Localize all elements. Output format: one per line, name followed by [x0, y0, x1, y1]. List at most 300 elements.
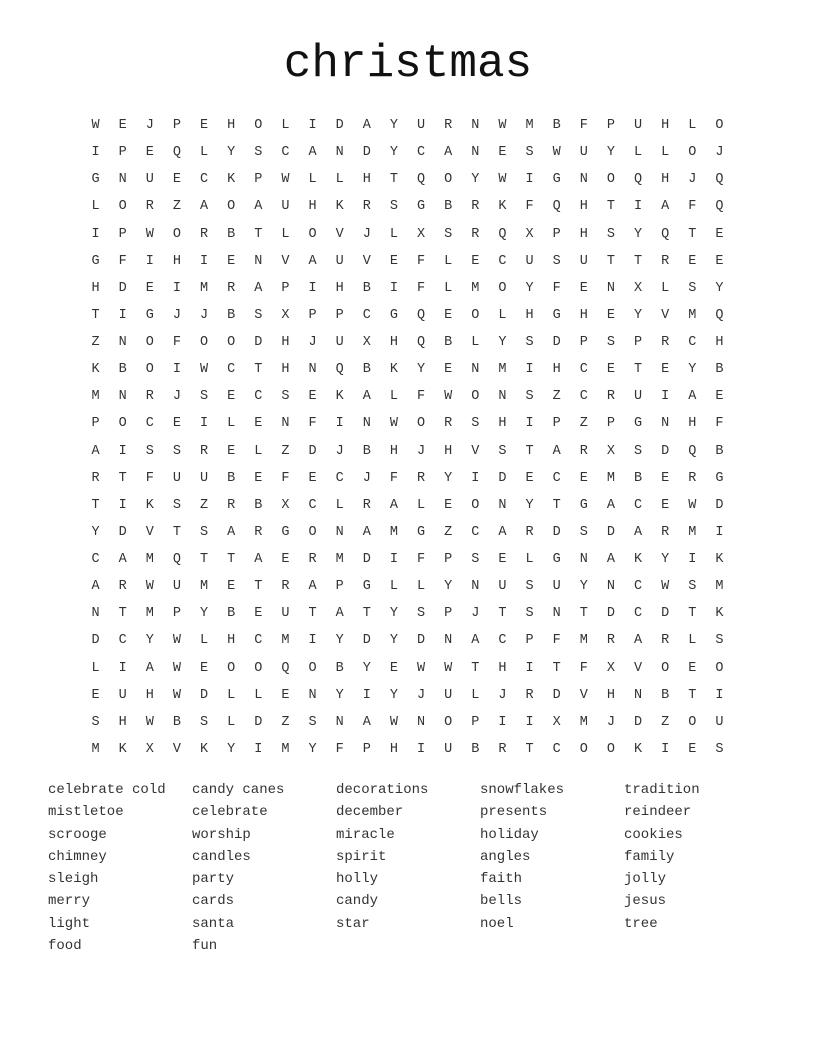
grid-letter: L [281, 226, 290, 242]
grid-letter: I [498, 714, 507, 730]
grid-letter: G [91, 172, 100, 188]
grid-letter: P [281, 280, 290, 296]
grid-letter: C [688, 335, 697, 350]
grid-letter: H [308, 199, 317, 215]
grid-letter: D [552, 335, 561, 350]
grid-letter: I [172, 280, 181, 296]
grid-letter: L [227, 416, 236, 432]
word-list-item: merry [48, 893, 91, 910]
grid-letter: W [389, 714, 398, 730]
grid-row [82, 740, 733, 767]
grid-letter: K [91, 362, 100, 378]
grid-letter: O [145, 335, 154, 350]
grid-letter: S [444, 226, 453, 242]
grid-letter: P [444, 606, 453, 622]
grid-letter: I [362, 687, 371, 703]
grid-letter: H [579, 199, 588, 215]
grid-letter: H [579, 226, 588, 242]
grid-letter: S [172, 497, 181, 513]
grid-letter: B [661, 687, 670, 703]
grid-letter: E [606, 362, 615, 378]
grid-letter: L [661, 145, 670, 161]
grid-letter: E [200, 660, 209, 676]
grid-letter: N [579, 172, 588, 188]
grid-letter: F [417, 389, 426, 405]
grid-letter: H [661, 118, 670, 133]
grid-row [82, 469, 733, 496]
grid-letter: U [715, 714, 724, 730]
grid-letter: T [634, 362, 643, 378]
grid-letter: C [498, 253, 507, 269]
word-list-item: spirit [336, 848, 387, 865]
grid-letter: H [389, 335, 398, 350]
grid-row [82, 604, 733, 631]
grid-letter: I [525, 714, 534, 730]
grid-letter: C [308, 497, 317, 513]
grid-letter: M [145, 606, 154, 622]
grid-letter: N [471, 579, 480, 595]
grid-letter: I [389, 280, 398, 296]
grid-letter: Q [715, 307, 724, 323]
grid-letter: B [471, 741, 480, 757]
grid-letter: A [498, 524, 507, 540]
grid-letter: A [91, 443, 100, 459]
grid-letter: T [552, 660, 561, 676]
grid-letter: C [200, 172, 209, 188]
grid-letter: L [444, 253, 453, 269]
grid-letter: E [281, 552, 290, 567]
grid-letter: A [606, 497, 615, 513]
grid-letter: Y [335, 687, 344, 703]
grid-letter: R [688, 470, 697, 486]
grid-letter: S [715, 633, 724, 649]
grid-letter: F [552, 633, 561, 649]
grid-letter: T [634, 253, 643, 269]
grid-letter: E [444, 497, 453, 513]
word-list-item: worship [192, 826, 251, 843]
grid-letter: C [579, 362, 588, 378]
grid-letter: H [498, 660, 507, 676]
grid-letter: M [579, 714, 588, 730]
grid-letter: H [715, 335, 724, 350]
grid-row [82, 550, 733, 577]
grid-row [82, 496, 733, 523]
grid-letter: E [91, 687, 100, 703]
grid-letter: Y [525, 497, 534, 513]
grid-letter: Q [335, 362, 344, 378]
grid-letter: F [118, 253, 127, 269]
grid-letter: L [227, 687, 236, 703]
grid-letter: E [227, 253, 236, 269]
word-list-item: reindeer [624, 804, 692, 821]
word-list-item: food [48, 938, 82, 955]
grid-row [82, 306, 733, 333]
grid-letter: A [145, 660, 154, 676]
grid-letter: X [525, 226, 534, 242]
grid-letter: I [172, 362, 181, 378]
grid-letter: P [634, 335, 643, 350]
grid-letter: M [281, 741, 290, 757]
word-list-item: holly [336, 871, 379, 888]
grid-letter: K [200, 741, 209, 757]
grid-letter: P [254, 172, 263, 188]
grid-letter: A [661, 199, 670, 215]
grid-letter: N [552, 606, 561, 622]
grid-row [82, 116, 733, 143]
grid-letter: M [200, 280, 209, 296]
grid-letter: K [389, 362, 398, 378]
grid-row [82, 523, 733, 550]
grid-letter: I [118, 307, 127, 323]
grid-letter: D [254, 335, 263, 350]
grid-letter: I [661, 389, 670, 405]
grid-letter: F [579, 660, 588, 676]
grid-letter: R [471, 199, 480, 215]
grid-letter: O [606, 741, 615, 757]
grid-letter: V [281, 253, 290, 269]
grid-letter: G [715, 470, 724, 486]
grid-letter: O [200, 335, 209, 350]
grid-letter: Q [172, 552, 181, 567]
grid-letter: D [91, 633, 100, 649]
grid-letter: S [498, 443, 507, 459]
grid-letter: E [281, 687, 290, 703]
word-list-item: jolly [624, 871, 667, 888]
grid-letter: R [444, 118, 453, 133]
grid-letter: R [606, 633, 615, 649]
grid-letter: S [389, 199, 398, 215]
grid-letter: J [172, 389, 181, 405]
grid-letter: W [417, 660, 426, 676]
grid-letter: E [715, 389, 724, 405]
grid-letter: X [281, 497, 290, 513]
grid-letter: L [200, 633, 209, 649]
grid-letter: W [172, 660, 181, 676]
grid-letter: Y [471, 172, 480, 188]
grid-letter: G [552, 552, 561, 567]
grid-letter: F [308, 416, 317, 432]
grid-letter: F [417, 552, 426, 567]
grid-letter: V [335, 226, 344, 242]
word-list-item: presents [480, 804, 548, 821]
grid-letter: E [227, 579, 236, 595]
grid-letter: I [308, 118, 317, 133]
grid-letter: R [606, 389, 615, 405]
grid-letter: Y [389, 633, 398, 649]
grid-letter: O [471, 389, 480, 405]
grid-letter: H [227, 118, 236, 133]
grid-letter: G [417, 199, 426, 215]
grid-letter: R [525, 524, 534, 540]
grid-letter: E [688, 253, 697, 269]
grid-letter: C [634, 497, 643, 513]
grid-letter: M [579, 633, 588, 649]
grid-letter: W [172, 633, 181, 649]
grid-letter: T [552, 497, 561, 513]
grid-letter: Z [172, 199, 181, 215]
grid-letter: H [525, 307, 534, 323]
grid-letter: P [308, 307, 317, 323]
grid-letter: M [471, 280, 480, 296]
grid-letter: N [606, 280, 615, 296]
grid-letter: X [606, 660, 615, 676]
grid-letter: A [362, 389, 371, 405]
grid-letter: L [471, 335, 480, 350]
grid-letter: S [688, 280, 697, 296]
grid-letter: A [362, 524, 371, 540]
grid-letter: S [715, 741, 724, 757]
grid-letter: I [715, 687, 724, 703]
grid-letter: J [335, 443, 344, 459]
grid-letter: G [417, 524, 426, 540]
grid-letter: A [606, 552, 615, 567]
grid-letter: B [362, 280, 371, 296]
grid-letter: O [308, 524, 317, 540]
grid-letter: E [579, 470, 588, 486]
grid-letter: N [308, 362, 317, 378]
word-list-item: cookies [624, 826, 683, 843]
grid-letter: W [145, 714, 154, 730]
grid-letter: E [498, 145, 507, 161]
grid-letter: W [688, 497, 697, 513]
grid-letter: S [606, 335, 615, 350]
grid-letter: E [471, 253, 480, 269]
word-list-item: scrooge [48, 826, 107, 843]
grid-letter: K [634, 552, 643, 567]
grid-letter: Q [417, 307, 426, 323]
grid-letter: Q [281, 660, 290, 676]
grid-letter: I [91, 226, 100, 242]
grid-letter: H [118, 714, 127, 730]
grid-letter: B [715, 362, 724, 378]
grid-letter: H [335, 280, 344, 296]
grid-letter: Q [688, 443, 697, 459]
grid-letter: C [552, 741, 561, 757]
grid-letter: L [227, 714, 236, 730]
grid-letter: E [715, 253, 724, 269]
grid-letter: P [172, 118, 181, 133]
grid-letter: O [444, 714, 453, 730]
grid-letter: U [145, 172, 154, 188]
grid-letter: T [172, 524, 181, 540]
grid-letter: T [91, 497, 100, 513]
grid-letter: L [634, 145, 643, 161]
grid-letter: R [661, 633, 670, 649]
grid-letter: M [200, 579, 209, 595]
grid-letter: I [417, 741, 426, 757]
grid-letter: N [118, 172, 127, 188]
grid-letter: I [118, 497, 127, 513]
grid-letter: M [715, 579, 724, 595]
grid-letter: A [227, 524, 236, 540]
grid-letter: J [471, 606, 480, 622]
grid-letter: I [525, 172, 534, 188]
grid-letter: T [498, 606, 507, 622]
grid-letter: O [118, 199, 127, 215]
grid-letter: E [389, 660, 398, 676]
grid-letter: I [254, 741, 263, 757]
grid-letter: D [498, 470, 507, 486]
grid-letter: D [362, 145, 371, 161]
grid-letter: L [688, 633, 697, 649]
grid-letter: C [634, 606, 643, 622]
word-list-item: celebrate [192, 804, 268, 821]
grid-row [82, 197, 733, 224]
grid-letter: F [335, 741, 344, 757]
grid-letter: D [715, 497, 724, 513]
grid-letter: S [606, 226, 615, 242]
grid-letter: O [308, 660, 317, 676]
grid-letter: K [498, 199, 507, 215]
grid-letter: N [634, 687, 643, 703]
grid-row [82, 659, 733, 686]
grid-letter: I [118, 660, 127, 676]
grid-letter: E [661, 362, 670, 378]
grid-letter: I [308, 280, 317, 296]
grid-letter: N [281, 416, 290, 432]
grid-letter: M [688, 307, 697, 323]
grid-letter: W [389, 416, 398, 432]
grid-row [82, 631, 733, 658]
grid-letter: R [417, 470, 426, 486]
grid-letter: E [688, 660, 697, 676]
grid-letter: Y [715, 280, 724, 296]
grid-letter: U [281, 199, 290, 215]
word-list-item: fun [192, 938, 218, 955]
grid-letter: N [417, 714, 426, 730]
grid-letter: L [688, 118, 697, 133]
grid-letter: Z [281, 443, 290, 459]
grid-letter: A [552, 443, 561, 459]
grid-letter: J [362, 226, 371, 242]
grid-letter: W [498, 172, 507, 188]
grid-letter: J [362, 470, 371, 486]
grid-letter: N [118, 389, 127, 405]
grid-letter: C [362, 307, 371, 323]
grid-letter: L [200, 145, 209, 161]
grid-letter: F [552, 280, 561, 296]
grid-letter: I [335, 416, 344, 432]
grid-letter: W [552, 145, 561, 161]
grid-row [82, 713, 733, 740]
grid-letter: J [498, 687, 507, 703]
grid-letter: I [118, 443, 127, 459]
grid-letter: B [172, 714, 181, 730]
word-list-item: santa [192, 915, 235, 932]
grid-letter: R [200, 443, 209, 459]
grid-letter: P [579, 335, 588, 350]
word-list-item: december [336, 804, 404, 821]
grid-letter: Q [715, 199, 724, 215]
grid-letter: R [281, 579, 290, 595]
grid-letter: R [471, 226, 480, 242]
grid-letter: K [145, 497, 154, 513]
grid-letter: C [118, 633, 127, 649]
grid-letter: R [254, 524, 263, 540]
grid-letter: R [118, 579, 127, 595]
grid-letter: A [254, 280, 263, 296]
grid-letter: K [715, 552, 724, 567]
grid-letter: D [552, 524, 561, 540]
grid-row [82, 143, 733, 170]
word-list-item: bells [480, 893, 523, 910]
grid-letter: U [444, 741, 453, 757]
grid-letter: C [417, 145, 426, 161]
grid-letter: O [715, 660, 724, 676]
grid-letter: B [362, 362, 371, 378]
grid-letter: R [362, 497, 371, 513]
grid-letter: B [227, 307, 236, 323]
grid-letter: H [281, 362, 290, 378]
grid-letter: T [254, 579, 263, 595]
grid-letter: X [281, 307, 290, 323]
grid-letter: H [281, 335, 290, 350]
grid-letter: J [145, 118, 154, 133]
grid-letter: W [444, 389, 453, 405]
grid-letter: Y [606, 145, 615, 161]
grid-row [82, 442, 733, 469]
grid-letter: C [254, 633, 263, 649]
grid-letter: E [444, 307, 453, 323]
grid-letter: Y [417, 362, 426, 378]
grid-letter: D [118, 524, 127, 540]
grid-letter: F [525, 199, 534, 215]
grid-letter: N [308, 687, 317, 703]
grid-letter: Y [91, 524, 100, 540]
grid-letter: X [634, 280, 643, 296]
grid-letter: E [525, 470, 534, 486]
grid-letter: D [118, 280, 127, 296]
grid-letter: P [118, 226, 127, 242]
grid-letter: M [145, 552, 154, 567]
grid-letter: L [308, 172, 317, 188]
grid-letter: P [552, 226, 561, 242]
grid-letter: N [118, 335, 127, 350]
grid-letter: W [145, 226, 154, 242]
grid-letter: Q [634, 172, 643, 188]
grid-letter: F [145, 470, 154, 486]
grid-letter: D [634, 714, 643, 730]
grid-letter: S [525, 145, 534, 161]
grid-letter: T [200, 552, 209, 567]
grid-letter: Y [200, 606, 209, 622]
grid-letter: U [417, 118, 426, 133]
grid-letter: N [335, 524, 344, 540]
grid-letter: P [552, 416, 561, 432]
word-list-item: noel [480, 915, 514, 932]
grid-letter: E [118, 118, 127, 133]
grid-letter: O [227, 199, 236, 215]
grid-letter: L [661, 280, 670, 296]
grid-letter: S [525, 335, 534, 350]
word-list-item: candy [336, 893, 379, 910]
word-list-item: party [192, 871, 235, 888]
grid-letter: C [552, 470, 561, 486]
word-list-item: decorations [336, 782, 429, 798]
grid-letter: H [688, 416, 697, 432]
grid-row [82, 360, 733, 387]
grid-letter: J [172, 307, 181, 323]
grid-letter: T [525, 741, 534, 757]
grid-letter: A [389, 497, 398, 513]
word-list-item: chimney [48, 848, 107, 865]
grid-letter: T [91, 307, 100, 323]
grid-letter: K [227, 172, 236, 188]
grid-letter: N [335, 145, 344, 161]
grid-letter: X [145, 741, 154, 757]
grid-letter: W [91, 118, 100, 133]
grid-letter: O [172, 226, 181, 242]
